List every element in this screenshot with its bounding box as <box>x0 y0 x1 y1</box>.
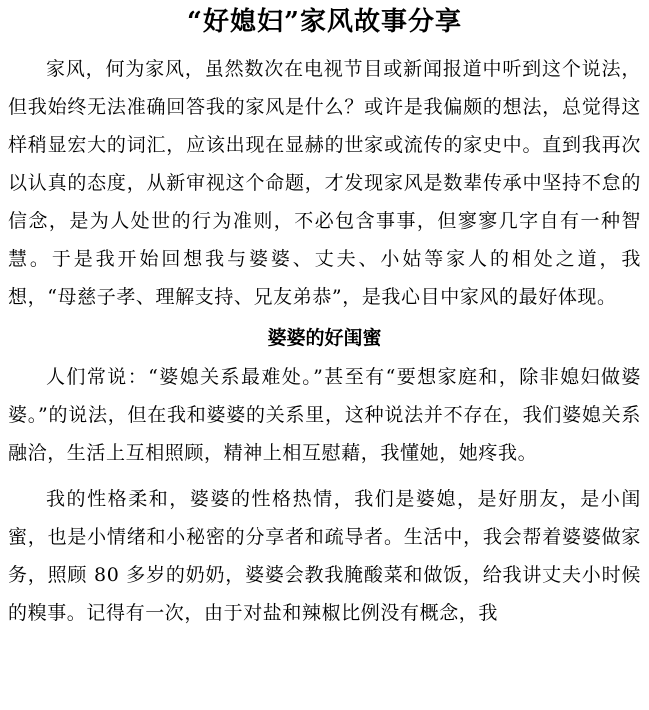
document-title: “好媳妇”家风故事分享 <box>187 7 462 37</box>
section-paragraph-2: 我的性格柔和，婆婆的性格热情，我们是婆媳，是好朋友，是小闺蜜，也是小情绪和小秘密的分享者和疏导者。生活中，我会帮着婆婆做家务，照顾 80 多岁的奶奶，婆婆会教我腌酸菜和做饭，给我讲丈夫小时候的糗事。记得有一次，由于对盐和辣椒比例没有概念，我 <box>8 488 641 624</box>
section-heading: 婆婆的好闺蜜 <box>267 327 382 349</box>
section-paragraph-1: 人们常说：“婆媳关系最难处。”甚至有“要想家庭和，除非媳妇做婆婆。”的说法，但在我和婆婆的关系里，这种说法并不存在，我们婆媳关系融洽，生活上互相照顾，精神上相互慰藉，我懂她，她疼我。 <box>8 366 641 464</box>
intro-paragraph: 家风，何为家风，虽然数次在电视节目或新闻报道中听到这个说法，但我始终无法准确回答我的家风是什么？或许是我偏颇的想法，总觉得这样稍显宏大的词汇，应该出现在显赫的世家或流传的家史中。直到我再次以认真的态度，从新审视这个命题，才发现家风是数辈传承中坚持不怠的信念，是为人处世的行为准则，不必包含事事，但寥寥几字自有一种智慧。于是我开始回想我与婆婆、丈夫、小姑等家人的相处之道，我想，“母慈子孝、理解支持、兄友弟恭”，是我心目中家风的最好体现。 <box>8 58 641 308</box>
